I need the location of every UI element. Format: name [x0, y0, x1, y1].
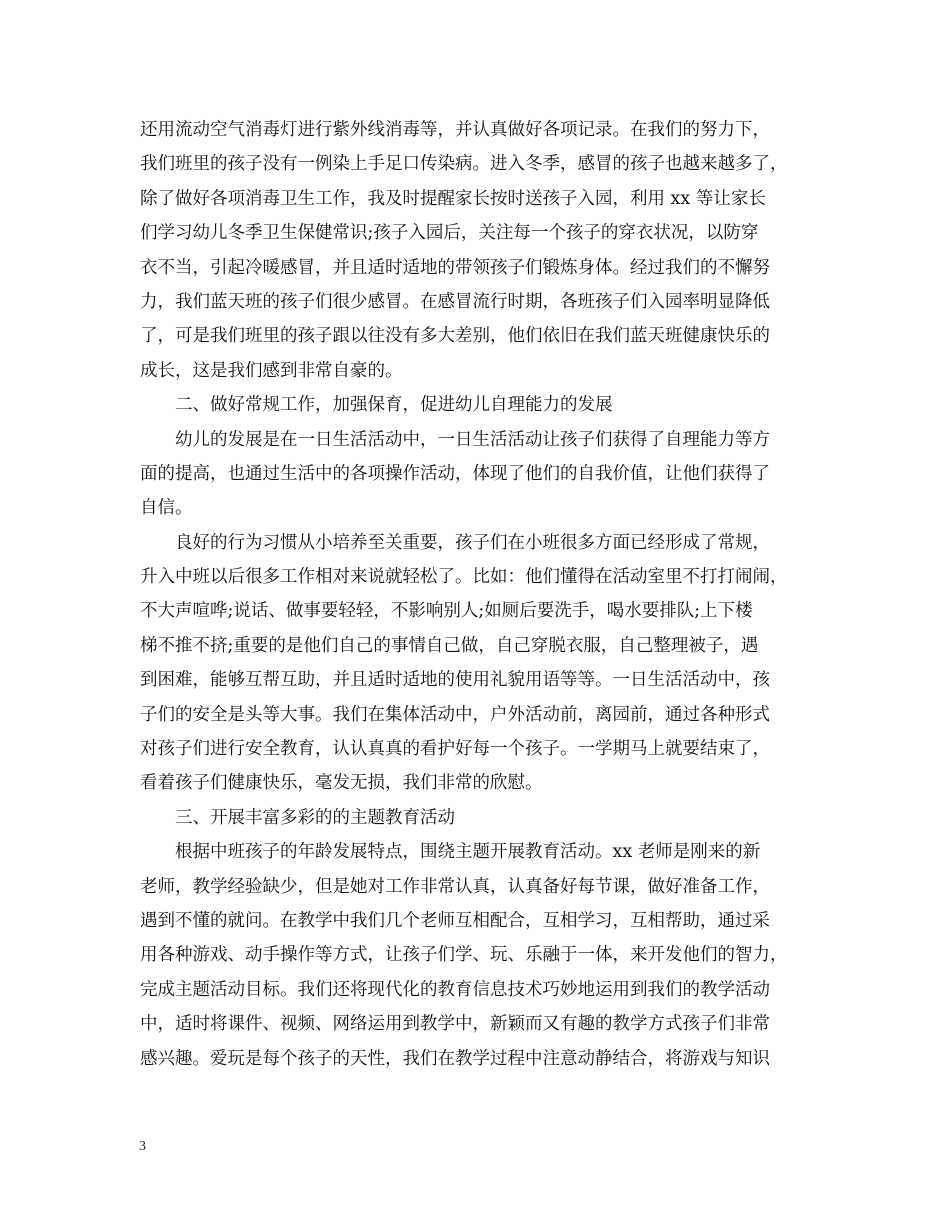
- text-line: 根据中班孩子的年龄发展特点，围绕主题开展教育活动。xx 老师是刚来的新: [175, 842, 761, 863]
- text-line: 遇到不懂的就问。在教学中我们几个老师互相配合，互相学习，互相帮助，通过采: [140, 910, 770, 931]
- text-line: 还用流动空气消毒灯进行紫外线消毒等，并认真做好各项记录。在我们的努力下，: [140, 120, 770, 140]
- text-line: 面的提高，也通过生活中的各项操作活动，体现了他们的自我价值，让他们获得了: [140, 463, 770, 484]
- text-line: 升入中班以后很多工作相对来说就轻松了。比如：他们懂得在活动室里不打打闹闹，: [140, 567, 788, 588]
- text-line: 三、开展丰富多彩的的主题教育活动: [175, 807, 455, 828]
- text-line: 用各种游戏、动手操作等方式，让孩子们学、玩、乐融于一体，来开发他们的智力，: [140, 945, 788, 966]
- text-line: 梯不推不挤;重要的是他们自己的事情自己做，自己穿脱衣服，自己整理被子，遇: [140, 635, 759, 656]
- text-line: 们学习幼儿冬季卫生保健常识;孩子入园后，关注每一个孩子的穿衣状况，以防穿: [140, 223, 759, 244]
- text-line: 力，我们蓝天班的孩子们很少感冒。在感冒流行时期，各班孩子们入园率明显降低: [140, 291, 770, 312]
- text-line: 我们班里的孩子没有一例染上手足口传染病。进入冬季，感冒的孩子也越来越多了，: [140, 154, 788, 175]
- text-line: 良好的行为习惯从小培养至关重要，孩子们在小班很多方面已经形成了常规，: [175, 532, 770, 553]
- text-line: 除了做好各项消毒卫生工作，我及时提醒家长按时送孩子入园，利用 xx 等让家长: [140, 188, 766, 209]
- text-line: 成长，这是我们感到非常自豪的。: [140, 360, 403, 381]
- text-line: 完成主题活动目标。我们还将现代化的教育信息技术巧妙地运用到我们的教学活动: [140, 979, 770, 1000]
- text-line: 对孩子们进行安全教育，认认真真的看护好每一个孩子。一学期马上就要结束了，: [140, 739, 770, 760]
- text-line: 了，可是我们班里的孩子跟以往没有多大差别，他们依旧在我们蓝天班健康快乐的: [140, 326, 770, 347]
- text-line: 子们的安全是头等大事。我们在集体活动中，户外活动前，离园前，通过各种形式: [140, 704, 770, 725]
- text-line: 幼儿的发展是在一日生活活动中，一日生活活动让孩子们获得了自理能力等方: [175, 429, 770, 450]
- page-number: 3: [139, 1139, 146, 1154]
- text-line: 老师，教学经验缺少，但是她对工作非常认真，认真备好每节课，做好准备工作，: [140, 876, 770, 897]
- text-line: 二、做好常规工作，加强保育，促进幼儿自理能力的发展: [175, 395, 613, 416]
- text-line: 看着孩子们健康快乐，毫发无损，我们非常的欣慰。: [140, 773, 543, 794]
- text-line: 衣不当，引起冷暖感冒，并且适时适地的带领孩子们锻炼身体。经过我们的不懈努: [140, 257, 770, 278]
- text-line: 中，适时将课件、视频、网络运用到教学中，新颖而又有趣的教学方式孩子们非常: [140, 1014, 770, 1035]
- text-line: 到困难，能够互帮互助，并且适时适地的使用礼貌用语等等。一日生活活动中，孩: [140, 670, 770, 691]
- text-line: 感兴趣。爱玩是每个孩子的天性，我们在教学过程中注意动静结合，将游戏与知识: [140, 1048, 770, 1069]
- text-line: 不大声喧哗;说话、做事要轻轻，不影响别人;如厕后要洗手，喝水要排队;上下楼: [140, 601, 753, 622]
- document-body: [140, 113, 830, 1076]
- text-line: 自信。: [140, 498, 193, 519]
